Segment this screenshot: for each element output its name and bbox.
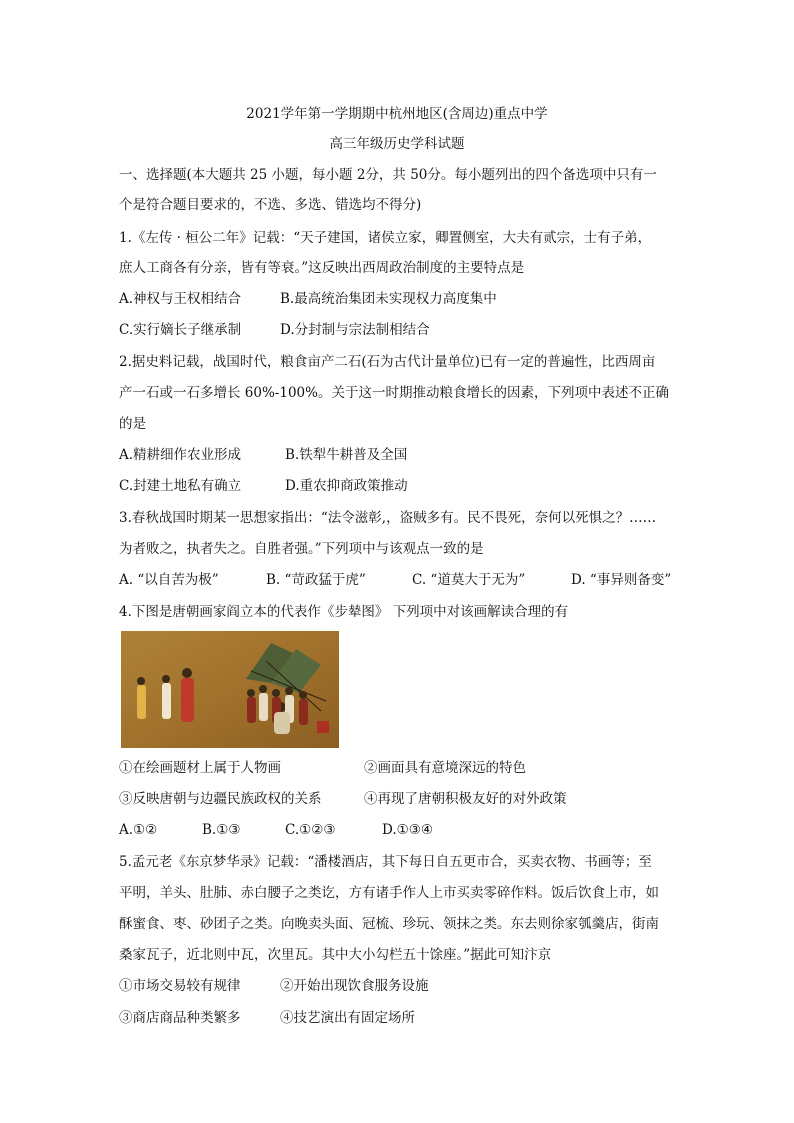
- q2-option-a: A.精耕细作农业形成: [119, 447, 242, 463]
- q4-option-d: D.①③④: [382, 822, 433, 838]
- bunian-tu-painting: [121, 631, 339, 748]
- q1-stem-line2: 庶人工商各有分亲，皆有等衰。”这反映出西周政治制度的主要特点是: [119, 260, 525, 276]
- q1-option-b: B.最高统治集团未实现权力高度集中: [280, 291, 497, 307]
- q1-stem-line1: 1.《左传 · 桓公二年》记载：“天子建国，诸侯立家，卿置侧室，大夫有贰宗，士有子弟，: [119, 230, 652, 246]
- q4-option-b: B.①③: [202, 822, 241, 838]
- q4-statement-3: ③反映唐朝与边疆民族政权的关系: [119, 791, 322, 807]
- q5-stem-line2: 平明，羊头、肚肺、赤白腰子之类讫，方有诸手作人上市买卖零碎作料。饭后饮食上市，如: [119, 885, 659, 901]
- q4-stem-line1: 4.下图是唐朝画家阎立本的代表作《步辇图》 下列项中对该画解读合理的有: [119, 604, 569, 620]
- q3-stem-line2: 为者败之，执者失之。自胜者强。”下列项中与该观点一致的是: [119, 541, 484, 557]
- q4-statement-4: ④再现了唐朝积极友好的对外政策: [364, 791, 567, 807]
- q5-statement-2: ②开始出现饮食服务设施: [280, 978, 429, 994]
- q2-stem-line2: 产一石或一石多增长 60%-100%。关于这一时期推动粮食增长的因素，下列项中表述不正确: [119, 385, 669, 401]
- q5-statement-4: ④技艺演出有固定场所: [280, 1010, 415, 1026]
- painting-illustration: [121, 631, 339, 748]
- q5-stem-line3: 酥蜜食、枣、砂团子之类。向晚卖头面、冠梳、珍玩、领抹之类。东去则徐家瓠羹店，街南: [119, 916, 659, 932]
- q4-option-c: C.①②③: [285, 822, 336, 838]
- q2-option-c: C.封建土地私有确立: [119, 478, 242, 494]
- q5-statement-1: ①市场交易较有规律: [119, 978, 241, 994]
- exam-title: 2021学年第一学期期中杭州地区(含周边)重点中学: [246, 106, 548, 122]
- q3-option-d: D. “事异则备变”: [571, 572, 672, 588]
- q2-option-d: D.重农抑商政策推动: [285, 478, 408, 494]
- q2-option-b: B.铁犁牛耕普及全国: [285, 447, 408, 463]
- q2-stem-line1: 2.据史料记载，战国时代，粮食亩产二石(石为古代计量单位)已有一定的普遍性，比西周亩: [119, 354, 656, 370]
- q1-option-d: D.分封制与宗法制相结合: [280, 322, 430, 338]
- q5-stem-line4: 桑家瓦子，近北则中瓦，次里瓦。其中大小勾栏五十馀座。”据此可知汴京: [119, 947, 552, 963]
- section-instructions-line1: 一、选择题(本大题共 25 小题，每小题 2分，共 50分。每小题列出的四个备选项中只有一: [119, 167, 657, 183]
- q4-option-a: A.①②: [119, 822, 158, 838]
- q5-statement-3: ③商店商品种类繁多: [119, 1010, 241, 1026]
- q4-statement-1: ①在绘画题材上属于人物画: [119, 760, 281, 776]
- q1-option-c: C.实行嫡长子继承制: [119, 322, 242, 338]
- q1-option-a: A.神权与王权相结合: [119, 291, 242, 307]
- q4-statement-2: ②画面具有意境深远的特色: [364, 760, 526, 776]
- q3-option-a: A. “以自苦为极”: [119, 572, 219, 588]
- section-instructions-line2: 个是符合题目要求的，不选、多选、错选均不得分): [119, 197, 422, 213]
- q3-option-b: B. “苛政猛于虎”: [266, 572, 366, 588]
- q5-stem-line1: 5.孟元老《东京梦华录》记载：“潘楼酒店，其下每日自五更市合，买卖衣物、书画等；至: [119, 854, 652, 870]
- exam-subtitle: 高三年级历史学科试题: [329, 136, 465, 152]
- q3-stem-line1: 3.春秋战国时期某一思想家指出：“法令滋彰,，盗贼多有。民不畏死，奈何以死惧之？……: [119, 510, 657, 526]
- q3-option-c: C. “道莫大于无为”: [412, 572, 526, 588]
- q2-stem-line3: 的是: [119, 416, 146, 432]
